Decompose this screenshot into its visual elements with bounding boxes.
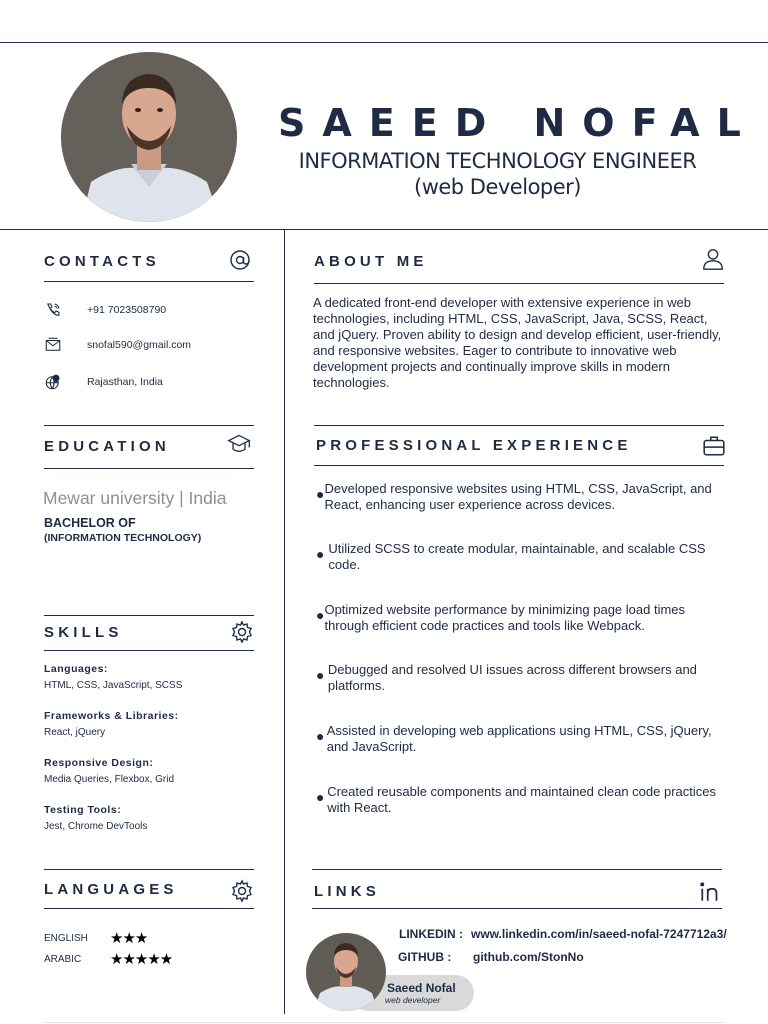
links-heading: LINKS bbox=[314, 883, 380, 900]
experience-text: Utilized SCSS to create modular, maintainable, and scalable CSS code. bbox=[328, 541, 706, 572]
skill-heading: Responsive Design: bbox=[44, 757, 154, 769]
experience-item bbox=[316, 662, 721, 694]
language-item bbox=[44, 950, 172, 968]
education-rule bbox=[44, 468, 254, 469]
language-stars: ★★★ bbox=[110, 930, 148, 947]
globe-icon bbox=[44, 373, 62, 391]
experience-item bbox=[316, 723, 721, 755]
gear-icon bbox=[230, 879, 252, 901]
links-rule bbox=[312, 908, 722, 909]
at-icon bbox=[228, 248, 252, 272]
language-name: ENGLISH bbox=[44, 932, 88, 944]
linkedin-link[interactable]: www.linkedin.com/in/saeed-nofal-7247712a3/ bbox=[471, 927, 727, 941]
contacts-heading: CONTACTS bbox=[44, 253, 160, 270]
experience-rule-top bbox=[314, 425, 724, 426]
phone-text: +91 7023508790 bbox=[87, 304, 167, 316]
contacts-rule bbox=[44, 281, 254, 282]
phone-icon bbox=[44, 301, 62, 319]
bullet: ● bbox=[316, 789, 325, 805]
bullet: ● bbox=[316, 667, 325, 683]
skills-rule-top bbox=[44, 615, 254, 616]
skill-value: Media Queries, Flexbox, Grid bbox=[44, 774, 175, 785]
skill-heading: Languages: bbox=[44, 663, 108, 675]
location-text: Rajasthan, India bbox=[87, 376, 163, 388]
experience-item bbox=[316, 481, 721, 513]
graduation-cap-icon bbox=[227, 432, 255, 458]
experience-text: Developed responsive websites using HTML, CSS, JavaScript, and React, enhancing user experience across devices. bbox=[324, 481, 712, 512]
about-text: A dedicated front-end developer with extensive experience in web technologies, including HTML, CSS, JavaScript, Java, SCSS, React, and jQuery. Proven ability to design and develop efficient, user-friendly, and responsive websites. Eager to contribute to innovative web development projects and continually improve skills in modern technologies. bbox=[313, 295, 722, 390]
linkedin-icon[interactable] bbox=[699, 880, 721, 902]
top-rule bbox=[0, 42, 768, 43]
language-name: ARABIC bbox=[44, 953, 82, 965]
bottom-rule bbox=[44, 1022, 724, 1023]
experience-text: Assisted in developing web applications using HTML, CSS, jQuery, and JavaScript. bbox=[326, 723, 712, 754]
experience-text: Debugged and resolved UI issues across different browsers and platforms. bbox=[327, 662, 697, 693]
language-stars: ★★★★★ bbox=[110, 951, 173, 968]
profile-photo bbox=[61, 52, 237, 222]
contact-location bbox=[44, 373, 163, 391]
experience-rule bbox=[314, 465, 724, 466]
bullet: ● bbox=[316, 728, 325, 744]
skills-heading: SKILLS bbox=[44, 624, 123, 641]
github-link[interactable]: github.com/StonNo bbox=[473, 950, 584, 964]
contact-email bbox=[44, 336, 191, 354]
github-label: GITHUB : bbox=[398, 950, 452, 964]
experience-text: Optimized website performance by minimizing page load times through efficient code practices and tools like Webpack. bbox=[324, 602, 686, 633]
contact-phone bbox=[44, 301, 166, 319]
job-subtitle: (web Developer) bbox=[414, 175, 581, 199]
skills-rule bbox=[44, 650, 254, 651]
bullet: ● bbox=[316, 607, 325, 623]
about-rule bbox=[314, 283, 724, 284]
languages-heading: LANGUAGES bbox=[44, 881, 178, 898]
full-name: SAEED NOFAL bbox=[278, 101, 758, 145]
mail-icon bbox=[44, 336, 62, 354]
column-divider bbox=[284, 230, 285, 1014]
bullet: ● bbox=[316, 486, 325, 502]
skill-heading: Testing Tools: bbox=[44, 804, 122, 816]
links-rule-top bbox=[312, 869, 722, 870]
languages-rule bbox=[44, 908, 254, 909]
gear-icon bbox=[230, 620, 252, 642]
languages-rule-top bbox=[44, 869, 254, 870]
experience-item bbox=[316, 602, 721, 634]
bullet: ● bbox=[316, 546, 325, 562]
user-icon bbox=[701, 247, 727, 273]
briefcase-icon bbox=[702, 434, 724, 456]
skill-heading: Frameworks & Libraries: bbox=[44, 710, 179, 722]
skill-value: Jest, Chrome DevTools bbox=[44, 821, 148, 832]
university-name: Mewar university | India bbox=[43, 488, 227, 508]
badge-role: web developer bbox=[385, 995, 441, 1005]
degree-field: (INFORMATION TECHNOLOGY) bbox=[44, 532, 202, 544]
language-item bbox=[44, 929, 147, 947]
job-title: INFORMATION TECHNOLOGY ENGINEER bbox=[298, 149, 697, 173]
experience-heading: PROFESSIONAL EXPERIENCE bbox=[316, 437, 632, 454]
badge-avatar bbox=[306, 933, 386, 1011]
experience-item bbox=[316, 784, 721, 816]
header-rule bbox=[0, 229, 768, 230]
education-rule-top bbox=[44, 425, 254, 426]
linkedin-label: LINKEDIN : bbox=[399, 927, 463, 941]
badge-name: Saeed Nofal bbox=[387, 981, 456, 995]
degree: BACHELOR OF bbox=[44, 516, 136, 530]
email-text: snofal590@gmail.com bbox=[87, 339, 192, 351]
experience-text: Created reusable components and maintained clean code practices with React. bbox=[327, 784, 716, 815]
education-heading: EDUCATION bbox=[44, 438, 170, 455]
skill-value: React, jQuery bbox=[44, 727, 106, 738]
skill-value: HTML, CSS, JavaScript, SCSS bbox=[44, 680, 183, 691]
about-heading: ABOUT ME bbox=[314, 253, 428, 270]
experience-item bbox=[316, 541, 721, 573]
